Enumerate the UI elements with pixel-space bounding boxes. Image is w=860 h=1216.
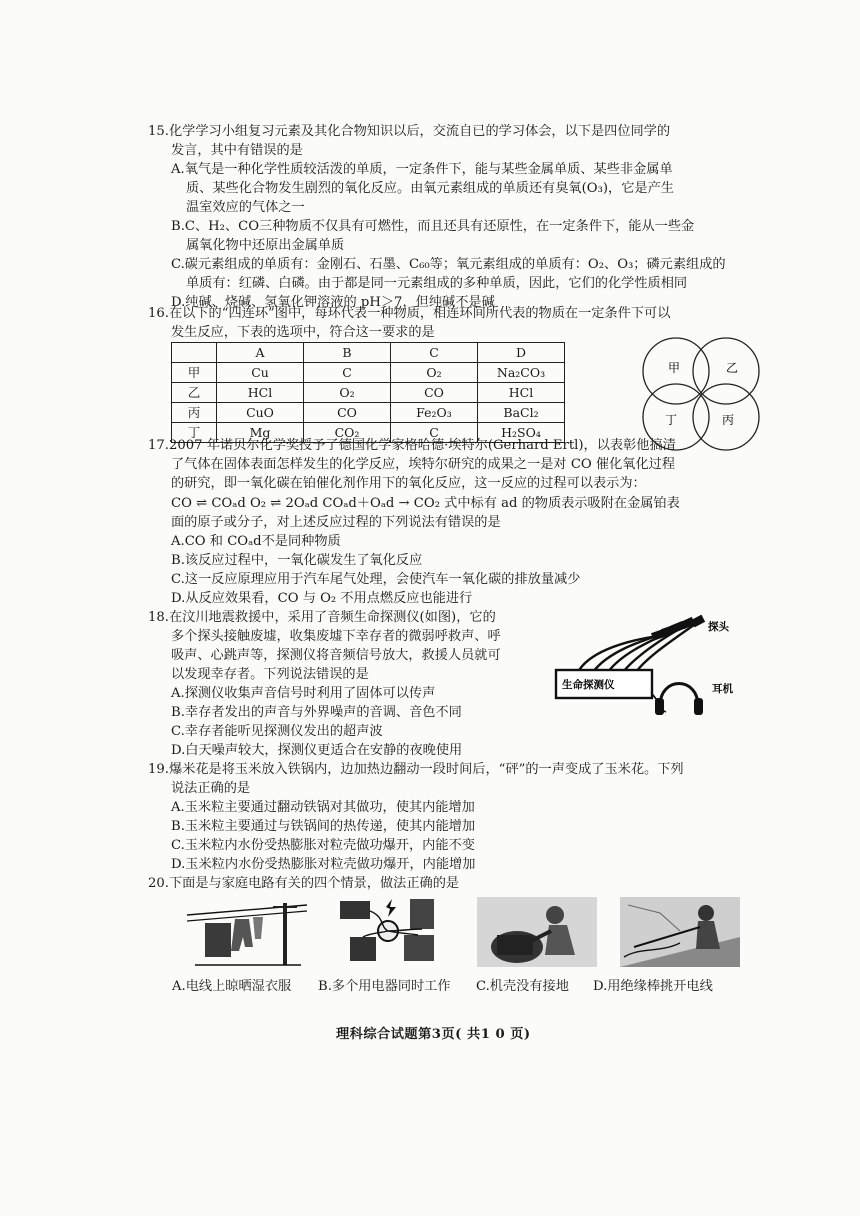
q15-option-b-line1: B.C、H₂、CO三种物质不仅具有可燃性，而且还具有还原性，在一定条件下，能从一些金 <box>171 219 695 234</box>
table-cell: C <box>391 423 478 443</box>
table-cell: Cu <box>217 363 304 383</box>
scene-c-ungrounded-machine-image <box>477 897 597 967</box>
q20-caption-a: A.电线上晾晒湿衣服 <box>172 979 292 994</box>
q18-stem-line2: 多个探头接触废墟，收集废墟下幸存者的微弱呼救声、呼 <box>171 629 501 644</box>
q16-options-table <box>171 342 565 443</box>
table-cell: H₂SO₄ <box>478 423 565 443</box>
q15-option-a-line2: 质、某些化合物发生剧烈的氧化反应。由氧元素组成的单质还有臭氧(O₃)，它是产生 <box>186 181 674 196</box>
q18-stem-line3: 吸声、心跳声等，探测仪将音频信号放大，救援人员就可 <box>171 648 501 663</box>
table-header-cell: C <box>391 343 478 363</box>
probe-cable <box>578 636 658 672</box>
life-detector-figure <box>548 614 748 722</box>
table-header-cell <box>172 343 217 363</box>
table-cell: Na₂CO₃ <box>478 363 565 383</box>
table-cell: O₂ <box>391 363 478 383</box>
q18-stem-line1: 18.在汶川地震救援中，采用了音频生命探测仪(如图)，它的 <box>148 610 496 625</box>
table-cell: 丁 <box>172 423 217 443</box>
table-cell: CO <box>391 383 478 403</box>
q15-stem-line2: 发言，其中有错误的是 <box>171 143 303 158</box>
table-cell: 乙 <box>172 383 217 403</box>
q17-stem-line1: 17.2007 年诺贝尔化学奖授予了德国化学家格哈德·埃特尔(Gerhard Ertl)，以表彰他搞清 <box>148 438 676 453</box>
table-cell: C <box>304 363 391 383</box>
table-cell: BaCl₂ <box>478 403 565 423</box>
q17-stem-line3: 的研究，即一氧化碳在铂催化剂作用下的氧化反应，这一反应的过程可以表示为： <box>171 476 646 491</box>
table-row <box>172 403 565 423</box>
table-cell: Mg <box>217 423 304 443</box>
scene-d-insulating-rod-image <box>620 897 740 967</box>
headphone-label: 耳机 <box>712 683 733 695</box>
table-cell: 甲 <box>172 363 217 383</box>
q17-option-c: C.这一反应原理应用于汽车尾气处理，会使汽车一氧化碳的排放量减少 <box>171 572 581 587</box>
q16-stem-line1: 16.在以下的“四连环”图中，每环代表一种物质，相连环间所代表的物质在一定条件下可以 <box>148 306 671 321</box>
page-footer: 理科综合试题第3页( 共1 0 页) <box>336 1027 531 1042</box>
q19-stem-line2: 说法正确的是 <box>171 781 251 796</box>
four-ring-diagram <box>628 333 778 453</box>
table-header-cell: D <box>478 343 565 363</box>
ring-label-ding: 丁 <box>665 413 678 427</box>
q18-option-c: C.幸存者能听见探测仪发出的超声波 <box>171 724 383 739</box>
q19-stem-line1: 19.爆米花是将玉米放入铁锅内，边加热边翻动一段时间后，“砰”的一声变成了玉米花。下列 <box>148 762 684 777</box>
table-cell: HCl <box>217 383 304 403</box>
table-cell: CuO <box>217 403 304 423</box>
probe-label: 探头 <box>708 621 729 633</box>
q18-stem-line4: 以发现幸存者。下列说法错误的是 <box>171 667 369 682</box>
q17-option-b: B.该反应过程中，一氧化碳发生了氧化反应 <box>171 553 423 568</box>
q17-equation-line: CO ⇌ COₐd O₂ ⇌ 2Oₐd COₐd＋Oₐd → CO₂ 式中标有 ad 的物质表示吸附在金属铂表 <box>171 496 680 511</box>
table-cell: Fe₂O₃ <box>391 403 478 423</box>
table-header-row <box>172 343 565 363</box>
q15-option-a-line1: A.氧气是一种化学性质较活泼的单质，一定条件下，能与某些金属单质、某些非金属单 <box>171 162 673 177</box>
table-cell: 丙 <box>172 403 217 423</box>
scene-b-many-appliances-image <box>330 897 450 967</box>
q17-option-a: A.CO 和 COₐd不是同种物质 <box>171 534 341 549</box>
headphone-ear-right-icon <box>694 698 703 715</box>
table-cell: CO <box>304 403 391 423</box>
q18-option-a: A.探测仪收集声音信号时利用了固体可以传声 <box>171 686 436 701</box>
q15-option-b-line2: 属氧化物中还原出金属单质 <box>186 238 345 253</box>
q19-option-d: D.玉米粒内水份受热膨胀对粒壳做功爆开，内能增加 <box>171 857 476 872</box>
headphone-icon <box>660 684 698 707</box>
q15-stem-line1: 15.化学学习小组复习元素及其化合物知识以后，交流自已的学习体会，以下是四位同学的 <box>148 124 671 139</box>
q19-option-a: A.玉米粒主要通过翻动铁锅对其做功，使其内能增加 <box>171 800 475 815</box>
q19-option-b: B.玉米粒主要通过与铁锅间的热传递，使其内能增加 <box>171 819 476 834</box>
q19-option-c: C.玉米粒内水份受热膨胀对粒壳做功爆开，内能不变 <box>171 838 475 853</box>
q20-caption-b: B.多个用电器同时工作 <box>318 979 451 994</box>
q20-stem: 20.下面是与家庭电路有关的四个情景，做法正确的是 <box>148 876 460 891</box>
table-header-cell: B <box>304 343 391 363</box>
q15-option-c-line2: 单质有：红磷、白磷。由于都是同一元素组成的多种单质，因此，它们的化学性质相同 <box>186 276 688 291</box>
q15-option-c-line1: C.碳元素组成的单质有：金刚石、石墨、C₆₀等；氧元素组成的单质有：O₂、O₃；磷元素组成的 <box>171 257 726 272</box>
table-row <box>172 363 565 383</box>
ring-label-jia: 甲 <box>668 361 681 375</box>
q20-scene-images <box>165 897 735 972</box>
table-header-cell: A <box>217 343 304 363</box>
headphone-ear-left-icon <box>655 698 664 715</box>
ring-label-yi: 乙 <box>726 361 739 375</box>
table-cell: O₂ <box>304 383 391 403</box>
detector-label: 生命探测仪 <box>562 679 615 691</box>
q20-caption-c: C.机壳没有接地 <box>476 979 569 994</box>
scene-a-laundry-on-wire-image <box>187 897 307 967</box>
q15-option-a-line3: 温室效应的气体之一 <box>186 200 305 215</box>
table-row <box>172 383 565 403</box>
q18-option-d: D.白天噪声较大，探测仪更适合在安静的夜晚使用 <box>171 743 463 758</box>
table-cell: HCl <box>478 383 565 403</box>
q18-option-b: B.幸存者发出的声音与外界噪声的音调、音色不同 <box>171 705 462 720</box>
q17-stem-line2: 了气体在固体表面怎样发生的化学反应，埃特尔研究的成果之一是对 CO 催化氧化过程 <box>171 457 676 472</box>
q17-stem-line5: 面的原子或分子，对上述反应过程的下列说法有错误的是 <box>171 515 501 530</box>
q16-stem-line2: 发生反应，下表的选项中，符合这一要求的是 <box>171 325 435 340</box>
q20-caption-d: D.用绝缘棒挑开电线 <box>593 979 713 994</box>
q17-option-d: D.从反应效果看，CO 与 O₂ 不用点燃反应也能进行 <box>171 591 473 606</box>
q15-option-d: D.纯碱、烧碱、氢氧化钾溶液的 pH＞7，但纯碱不是碱 <box>171 295 495 310</box>
ring-label-bing: 丙 <box>722 413 735 427</box>
table-cell: CO₂ <box>304 423 391 443</box>
